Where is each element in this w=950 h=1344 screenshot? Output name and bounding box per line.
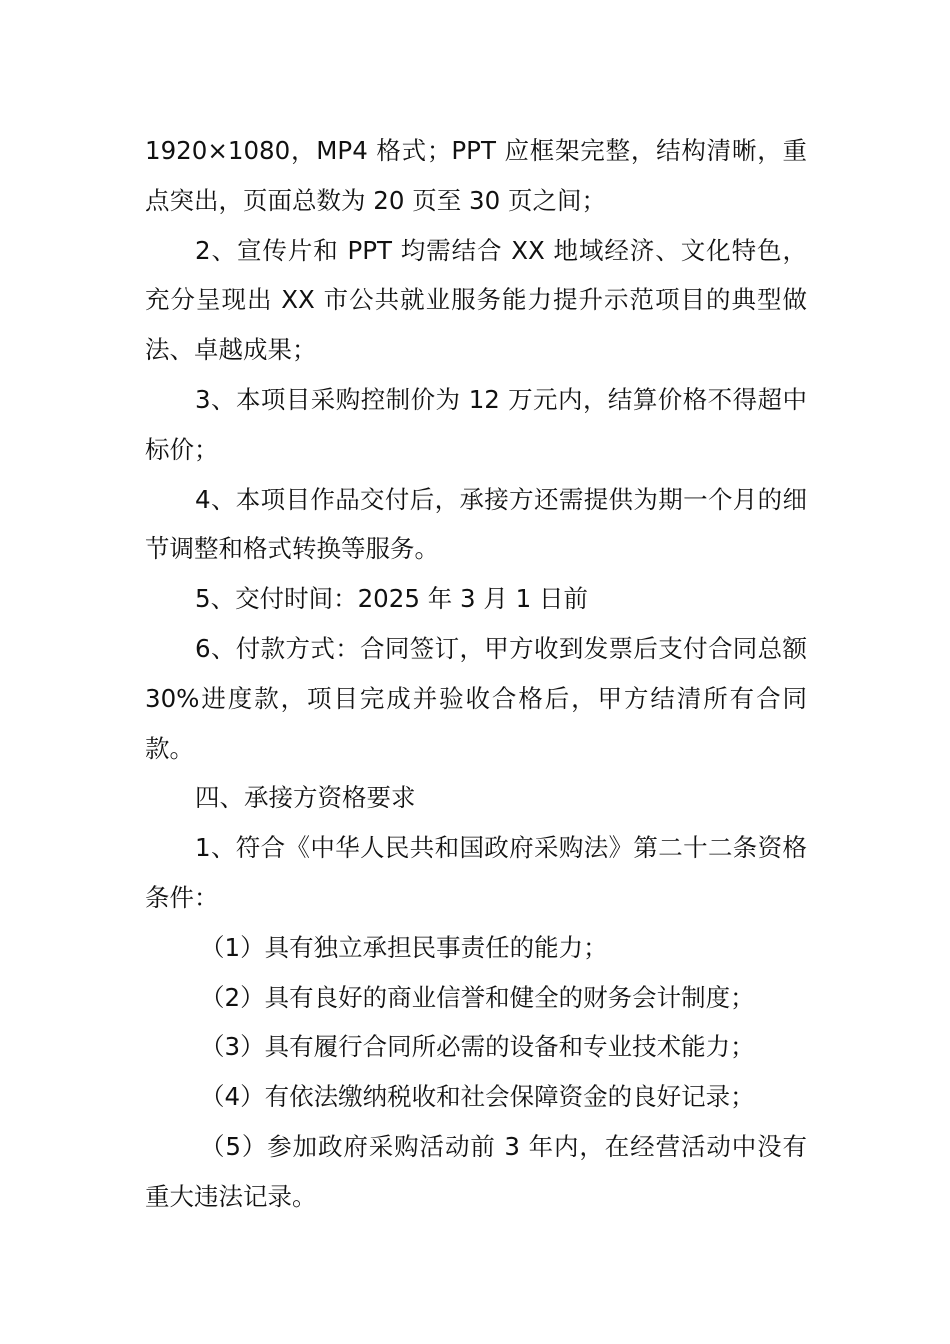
paragraph-item-2: 2、宣传片和 PPT 均需结合 XX 地域经济、文化特色，充分呈现出 XX 市公共就业服务能力提升示范项目的典型做法、卓越成果； (145, 235, 807, 365)
sub-item-2: （2）具有良好的商业信誉和健全的财务会计制度； (200, 982, 755, 1012)
paragraph-item-5: 5、交付时间：2025 年 3 月 1 日前 (195, 584, 589, 614)
paragraph-qualification-1: 1、符合《中华人民共和国政府采购法》第二十二条资格条件： (145, 833, 807, 912)
paragraph-item-6: 6、付款方式：合同签订，甲方收到发票后支付合同总额 30%进度款，项目完成并验收合格后，甲方结清所有合同款。 (145, 633, 807, 763)
paragraph-item-4: 4、本项目作品交付后，承接方还需提供为期一个月的细节调整和格式转换等服务。 (145, 484, 807, 564)
sub-item-4: （4）有依法缴纳税收和社会保障资金的良好记录； (200, 1082, 755, 1112)
paragraph-item-3: 3、本项目采购控制价为 12 万元内，结算价格不得超中标价； (145, 384, 807, 464)
sub-item-3: （3）具有履行合同所必需的设备和专业技术能力； (200, 1032, 755, 1062)
paragraph-continued-format: 1920×1080，MP4 格式；PPT 应框架完整，结构清晰，重点突出，页面总数为 20 页至 30 页之间； (145, 136, 807, 215)
document-body (145, 126, 807, 1222)
sub-item-1: （1）具有独立承担民事责任的能力； (200, 932, 608, 962)
section-heading-qualifications: 四、承接方资格要求 (195, 783, 416, 813)
sub-item-5: （5）参加政府采购活动前 3 年内，在经营活动中没有重大违法记录。 (145, 1131, 807, 1211)
